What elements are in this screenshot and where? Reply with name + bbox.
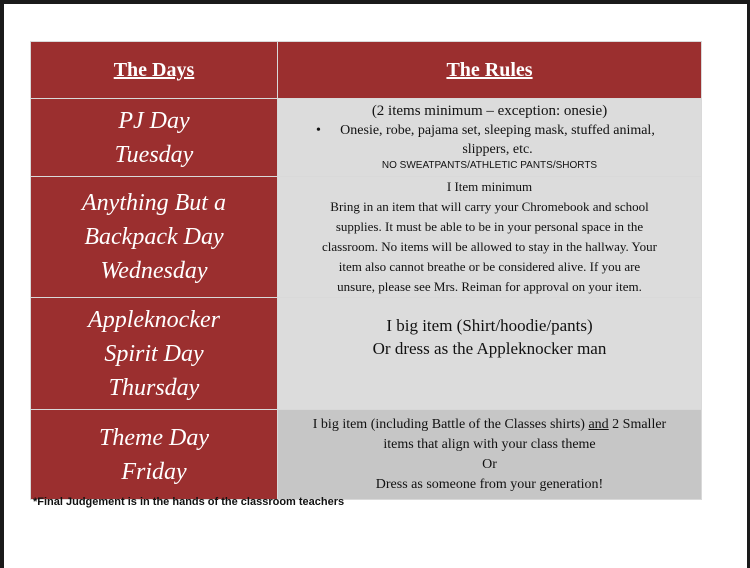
day-name: Appleknocker bbox=[88, 306, 220, 333]
table-row bbox=[31, 298, 702, 410]
table-row bbox=[31, 177, 702, 298]
rule-text: supplies. It must be able to be in your personal space in the bbox=[335, 219, 644, 234]
rule-text: I big item (including Battle of the Classes shirts) bbox=[312, 416, 585, 432]
rule-restriction: NO SWEATPANTS/ATHLETIC PANTS/SHORTS bbox=[381, 160, 598, 171]
day-name: PJ Day bbox=[118, 107, 190, 134]
day-weekday: Friday bbox=[121, 458, 187, 485]
rule-text: Onesie, robe, pajama set, sleeping mask, stuffed animal, bbox=[340, 123, 655, 138]
spirit-week-table bbox=[30, 41, 702, 500]
bullet-icon: • bbox=[316, 123, 321, 138]
table-header-row bbox=[31, 42, 702, 99]
rules-cell-appleknocker-spirit-day bbox=[278, 298, 702, 410]
day-weekday: Thursday bbox=[108, 374, 200, 401]
rule-text: Or dress as the Appleknocker man bbox=[372, 338, 607, 358]
rules-cell-pj-day bbox=[278, 99, 702, 177]
rule-text: I big item (Shirt/hoodie/pants) bbox=[386, 315, 593, 335]
rules-cell-anything-but-a-backpack bbox=[278, 177, 702, 298]
rule-minimum: (2 items minimum – exception: onesie) bbox=[371, 103, 608, 119]
rule-text: slippers, etc. bbox=[462, 142, 533, 157]
window-frame-top bbox=[0, 0, 750, 4]
day-cell-theme-day bbox=[31, 410, 278, 500]
rule-text: Bring in an item that will carry your Chromebook and school bbox=[330, 199, 649, 214]
rule-minimum: I Item minimum bbox=[446, 179, 533, 194]
day-name: Anything But a bbox=[82, 190, 226, 216]
day-cell-pj-day bbox=[31, 99, 278, 177]
rule-text: item also cannot breathe or be considered alive. If you are bbox=[338, 259, 641, 274]
day-cell-anything-but-a-backpack bbox=[31, 177, 278, 298]
rule-text: items that align with your class theme bbox=[383, 436, 596, 452]
rule-text: Dress as someone from your generation! bbox=[375, 476, 604, 492]
rule-text: classroom. No items will be allowed to stay in the hallway. Your bbox=[322, 239, 657, 254]
table-row bbox=[31, 99, 702, 177]
rule-text: unsure, please see Mrs. Reiman for approval on your item. bbox=[337, 279, 642, 294]
day-weekday: Tuesday bbox=[114, 141, 194, 168]
day-name: Backpack Day bbox=[84, 224, 224, 250]
rule-line bbox=[278, 415, 701, 435]
header-days: The Days bbox=[31, 42, 278, 99]
table-row bbox=[31, 410, 702, 500]
day-name: Theme Day bbox=[99, 424, 209, 451]
rule-bullet-item bbox=[278, 121, 701, 159]
rules-cell-theme-day bbox=[278, 410, 702, 500]
day-weekday: Wednesday bbox=[100, 258, 208, 284]
rule-text: Or bbox=[482, 456, 497, 472]
header-rules: The Rules bbox=[278, 42, 702, 99]
footnote: *Final Judgement is in the hands of the classroom teachers bbox=[33, 496, 345, 508]
rule-emphasis: and bbox=[588, 416, 609, 432]
day-cell-appleknocker-spirit-day bbox=[31, 298, 278, 410]
day-name: Spirit Day bbox=[104, 340, 204, 367]
window-frame-left bbox=[0, 0, 4, 568]
rule-text: 2 Smaller bbox=[612, 416, 667, 432]
